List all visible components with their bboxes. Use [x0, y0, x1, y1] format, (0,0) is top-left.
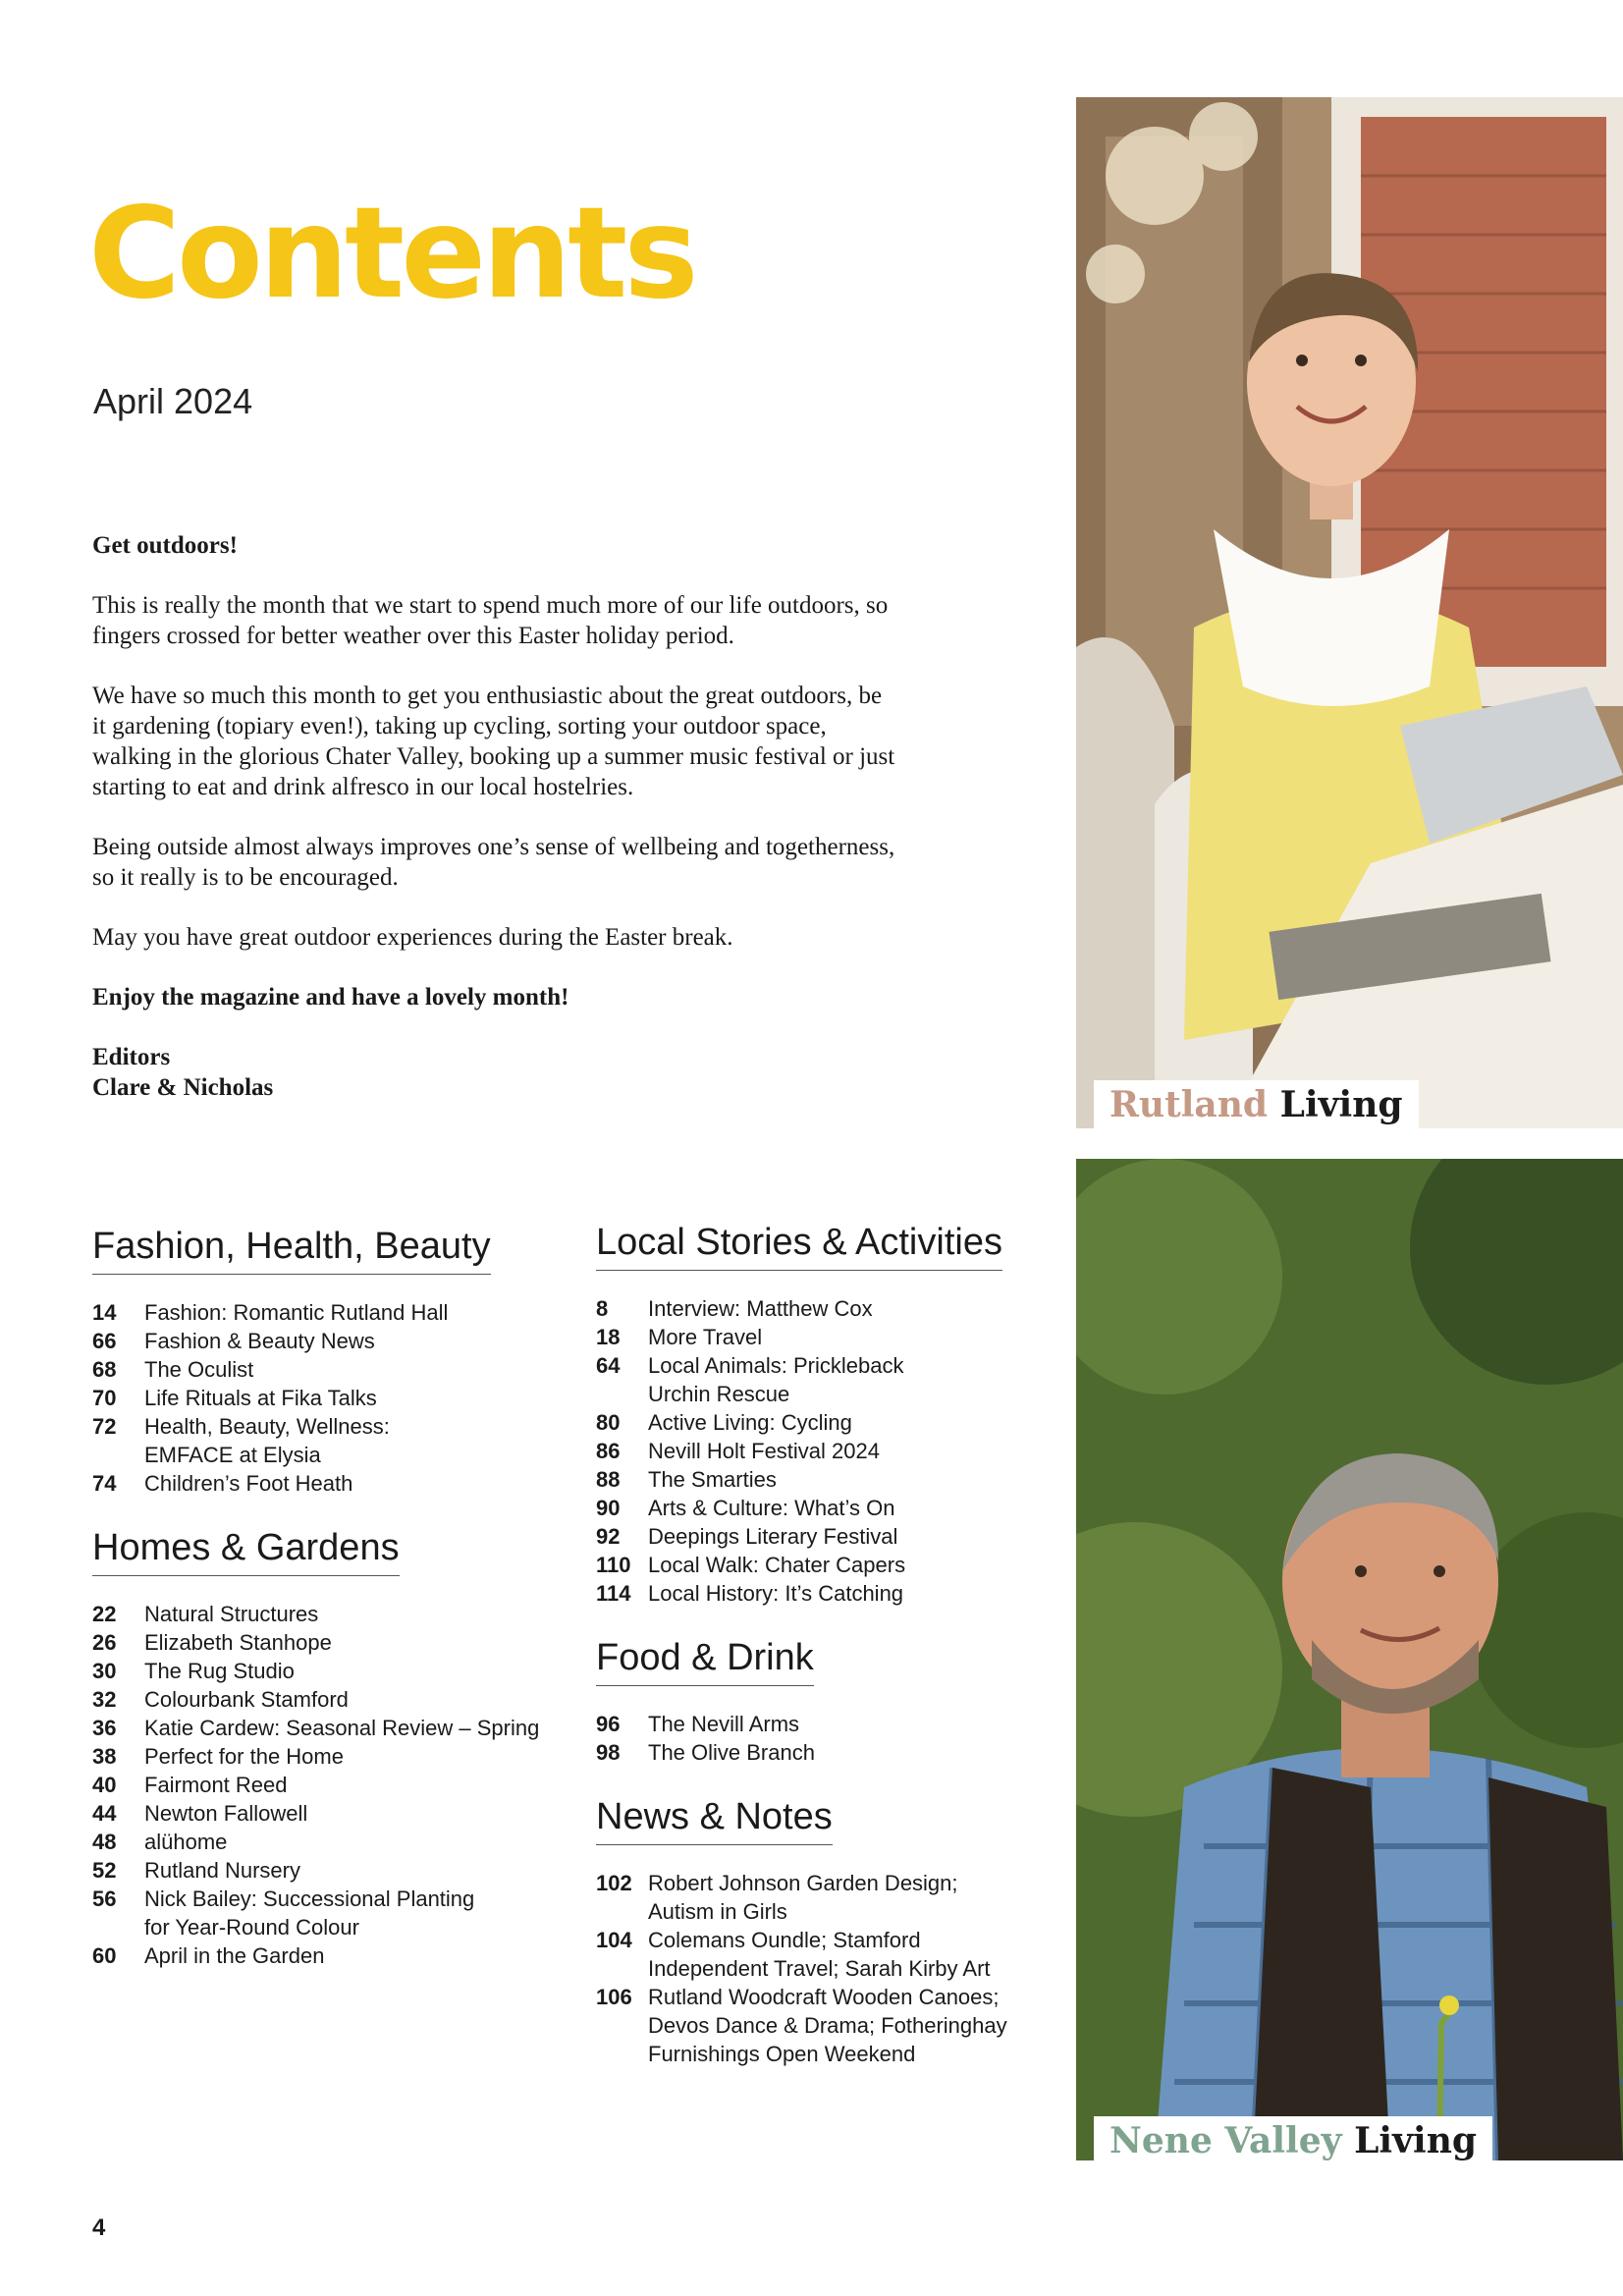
entry-page-number: 70	[92, 1386, 117, 1410]
entry-title: Fairmont Reed	[144, 1773, 288, 1797]
editorial-paragraph: This is really the month that we start to spend much more of our life outdoors, so fingers crossed for better weather over this Easter holiday period.	[92, 592, 889, 649]
entry-title: Health, Beauty, Wellness: EMFACE at Elysia	[144, 1414, 390, 1467]
page-title: Contents	[88, 181, 695, 327]
entry-page-number: 98	[596, 1740, 621, 1765]
editorial-closing: Enjoy the magazine and have a lovely month!	[92, 984, 569, 1011]
entry-title: Children’s Foot Heath	[144, 1471, 353, 1496]
entry-title: Newton Fallowell	[144, 1801, 308, 1826]
signoff-names: Clare & Nicholas	[92, 1074, 274, 1101]
contents-entry	[92, 1327, 491, 1355]
contents-entry	[596, 1738, 815, 1767]
entry-title: Rutland Nursery	[144, 1858, 300, 1883]
section-heading: Food & Drink	[596, 1637, 814, 1686]
entry-title: Colemans Oundle; Stamford Independent Travel; Sarah Kirby Art	[648, 1928, 991, 1981]
contents-entry	[596, 1294, 1002, 1323]
contents-entry	[596, 1323, 1002, 1351]
entry-title: Nick Bailey: Successional Planting for Year-Round Colour	[144, 1886, 475, 1940]
contents-entry	[596, 1437, 1002, 1465]
editorial-paragraph: Being outside almost always improves one’s sense of wellbeing and togetherness, so it really is to be encouraged.	[92, 834, 895, 891]
section-news-notes	[596, 1796, 1007, 2068]
editors-signature	[92, 1042, 897, 1103]
contents-entry	[92, 1657, 539, 1685]
entry-title: Interview: Matthew Cox	[648, 1296, 873, 1321]
entry-page-number: 72	[92, 1414, 117, 1439]
entry-page-number: 92	[596, 1524, 621, 1549]
masthead-name: Rutland	[1109, 1084, 1269, 1125]
page-number: 4	[92, 2214, 106, 2241]
portrait-woman-illustration	[1076, 97, 1623, 1128]
contents-entry	[92, 1412, 491, 1469]
contents-entry	[92, 1600, 539, 1628]
entry-page-number: 96	[596, 1712, 621, 1736]
entry-page-number: 30	[92, 1659, 117, 1683]
entry-page-number: 18	[596, 1325, 621, 1349]
entry-title: alühome	[144, 1830, 228, 1854]
entry-title: Katie Cardew: Seasonal Review – Spring	[144, 1716, 540, 1740]
section-food-drink	[596, 1637, 815, 1767]
nene-valley-living-masthead	[1094, 2116, 1492, 2165]
entry-title: Fashion: Romantic Rutland Hall	[144, 1300, 449, 1325]
masthead-living: Living	[1279, 1084, 1403, 1125]
entry-page-number: 32	[92, 1687, 117, 1712]
masthead-living: Living	[1354, 2120, 1478, 2161]
contents-entry	[596, 1465, 1002, 1494]
entry-page-number: 60	[92, 1943, 117, 1968]
contents-list	[92, 1600, 539, 1970]
entry-page-number: 74	[92, 1471, 117, 1496]
entry-page-number: 68	[92, 1357, 117, 1382]
entry-title: Nevill Holt Festival 2024	[648, 1439, 880, 1463]
entry-title: Life Rituals at Fika Talks	[144, 1386, 377, 1410]
entry-title: Rutland Woodcraft Wooden Canoes; Devos Dance & Drama; Fotheringhay Furnishings Open Weekend	[648, 1985, 1007, 2066]
section-heading: Fashion, Health, Beauty	[92, 1226, 491, 1275]
entry-title: Perfect for the Home	[144, 1744, 344, 1769]
entry-page-number: 44	[92, 1801, 117, 1826]
masthead-name: Nene Valley	[1109, 2120, 1342, 2161]
contents-entry	[596, 1710, 815, 1738]
entry-title: Arts & Culture: What’s On	[648, 1496, 895, 1520]
entry-page-number: 52	[92, 1858, 117, 1883]
contents-entry	[92, 1856, 539, 1885]
entry-title: Natural Structures	[144, 1602, 319, 1626]
editorial-paragraph: May you have great outdoor experiences during the Easter break.	[92, 924, 733, 951]
entry-page-number: 102	[596, 1871, 632, 1895]
contents-entry	[596, 1522, 1002, 1551]
contents-list	[596, 1869, 1007, 2068]
entry-title: The Rug Studio	[144, 1659, 295, 1683]
contents-list	[596, 1710, 815, 1767]
contents-entry	[92, 1771, 539, 1799]
contents-entry	[596, 1494, 1002, 1522]
contents-list	[596, 1294, 1002, 1608]
contents-entry	[92, 1885, 539, 1941]
contents-entry	[92, 1799, 539, 1828]
entry-page-number: 38	[92, 1744, 117, 1769]
entry-page-number: 114	[596, 1581, 631, 1606]
entry-title: Local Walk: Chater Capers	[648, 1553, 906, 1577]
entry-page-number: 8	[596, 1296, 609, 1321]
contents-entry	[92, 1628, 539, 1657]
contents-entry	[92, 1828, 539, 1856]
entry-title: The Nevill Arms	[648, 1712, 800, 1736]
issue-date: April 2024	[93, 381, 253, 421]
entry-title: Local Animals: Prickleback Urchin Rescue	[648, 1353, 904, 1406]
rutland-living-cover-photo	[1076, 97, 1623, 1128]
entry-page-number: 80	[596, 1410, 621, 1435]
contents-entry	[92, 1355, 491, 1384]
entry-page-number: 88	[596, 1467, 621, 1492]
contents-entry	[596, 1983, 1007, 2068]
contents-entry	[92, 1714, 539, 1742]
entry-title: Colourbank Stamford	[144, 1687, 349, 1712]
nene-valley-living-cover-photo	[1076, 1159, 1623, 2160]
contents-entry	[92, 1742, 539, 1771]
contents-entry	[596, 1579, 1002, 1608]
entry-title: More Travel	[648, 1325, 763, 1349]
section-heading: Local Stories & Activities	[596, 1222, 1002, 1271]
entry-title: The Smarties	[648, 1467, 777, 1492]
entry-page-number: 40	[92, 1773, 117, 1797]
contents-entry	[92, 1298, 491, 1327]
entry-page-number: 106	[596, 1985, 632, 2009]
contents-list	[92, 1298, 491, 1498]
entry-page-number: 64	[596, 1353, 621, 1378]
entry-page-number: 26	[92, 1630, 117, 1655]
entry-page-number: 90	[596, 1496, 621, 1520]
section-heading: News & Notes	[596, 1796, 833, 1845]
contents-entry	[92, 1685, 539, 1714]
section-fashion-health-beauty	[92, 1226, 491, 1498]
contents-entry	[92, 1384, 491, 1412]
entry-title: Robert Johnson Garden Design; Autism in Girls	[648, 1871, 958, 1924]
entry-page-number: 56	[92, 1886, 117, 1911]
entry-title: The Oculist	[144, 1357, 254, 1382]
entry-title: Active Living: Cycling	[648, 1410, 852, 1435]
entry-title: Fashion & Beauty News	[144, 1329, 375, 1353]
signoff-label: Editors	[92, 1044, 171, 1070]
contents-entry	[596, 1408, 1002, 1437]
entry-page-number: 104	[596, 1928, 632, 1952]
entry-title: Local History: It’s Catching	[648, 1581, 904, 1606]
entry-page-number: 110	[596, 1553, 631, 1577]
rutland-living-masthead	[1094, 1080, 1419, 1129]
editors-letter	[92, 530, 897, 1103]
section-local-stories-activities	[596, 1222, 1002, 1608]
contents-entry	[596, 1926, 1007, 1983]
entry-page-number: 66	[92, 1329, 117, 1353]
contents-entry	[596, 1869, 1007, 1926]
contents-entry	[92, 1469, 491, 1498]
contents-entry	[596, 1351, 1002, 1408]
portrait-man-illustration	[1076, 1159, 1623, 2160]
entry-title: Deepings Literary Festival	[648, 1524, 898, 1549]
entry-page-number: 22	[92, 1602, 117, 1626]
editorial-paragraph: We have so much this month to get you enthusiastic about the great outdoors, be it gardening (topiary even!), taking up cycling, sorting your outdoor space, walking in the glorious Chater Valley, booking up a summer music festival or just starting to eat and drink alfresco in our local hostelries.	[92, 683, 895, 800]
section-homes-gardens	[92, 1527, 539, 1970]
contents-entry	[92, 1941, 539, 1970]
editorial-heading: Get outdoors!	[92, 532, 238, 559]
contents-entry	[596, 1551, 1002, 1579]
entry-title: April in the Garden	[144, 1943, 325, 1968]
entry-title: Elizabeth Stanhope	[144, 1630, 332, 1655]
entry-title: The Olive Branch	[648, 1740, 815, 1765]
entry-page-number: 14	[92, 1300, 117, 1325]
entry-page-number: 48	[92, 1830, 117, 1854]
section-heading: Homes & Gardens	[92, 1527, 400, 1576]
entry-page-number: 36	[92, 1716, 117, 1740]
entry-page-number: 86	[596, 1439, 621, 1463]
